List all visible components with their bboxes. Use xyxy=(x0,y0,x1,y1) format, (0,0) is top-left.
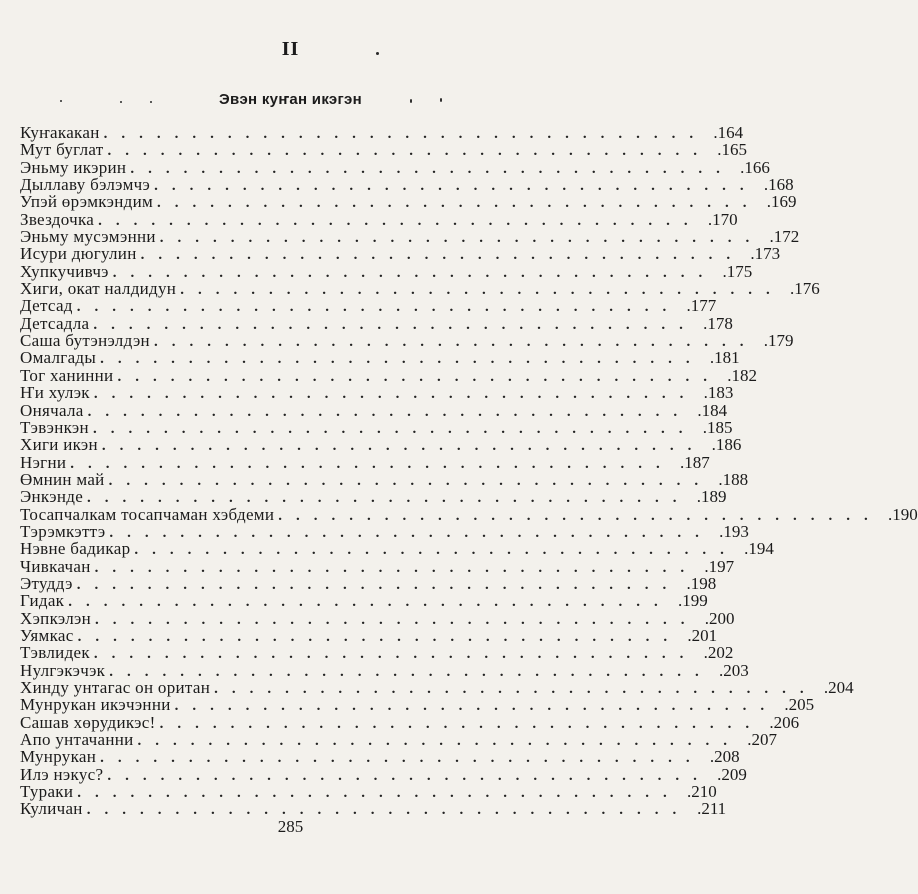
toc-entry-title: Илэ нэкус? xyxy=(20,764,104,784)
toc-entry-title: Куҥакакан xyxy=(20,123,100,142)
toc-entry-title: Омалгады xyxy=(20,348,97,368)
toc-entry xyxy=(20,348,740,368)
section-heading: Эвэн куҥан икэгэн xyxy=(218,91,363,108)
toc-entry-page: .188 xyxy=(718,469,749,489)
toc-entry-page: .185 xyxy=(702,417,733,437)
toc-entry xyxy=(20,591,708,611)
print-speck xyxy=(376,52,379,55)
toc-entry-title: Энкэнде xyxy=(20,487,84,507)
dot-leader: .................................. xyxy=(108,472,713,489)
toc-entry-title: Звездочка xyxy=(20,209,95,229)
toc-entry xyxy=(20,175,794,195)
toc-entry xyxy=(20,487,727,507)
toc-entry-page: .179 xyxy=(763,331,794,351)
dot-leader: .................................. xyxy=(100,750,704,767)
toc-entry-title: Тог ханинни xyxy=(20,365,114,385)
toc-entry xyxy=(20,764,747,784)
toc-entry-page: .208 xyxy=(709,747,740,767)
dot-leader: .................................. xyxy=(101,438,706,455)
toc-entry xyxy=(20,383,734,403)
toc-entry-page: .199 xyxy=(677,591,708,611)
toc-entry xyxy=(20,521,749,541)
toc-entry-page: .209 xyxy=(717,764,747,784)
dot-leader: .................................. xyxy=(107,767,711,784)
toc-entry-page: .203 xyxy=(718,660,749,680)
toc-entry xyxy=(20,643,734,663)
toc-entry-title: Упэй өрэмкэндим xyxy=(20,192,154,212)
toc-entry-title: Тураки xyxy=(20,782,74,802)
toc-entry-page: .184 xyxy=(697,400,728,420)
dot-leader: .................................. xyxy=(117,368,721,385)
toc-entry-page: .176 xyxy=(789,279,820,299)
toc-entry-title: Нэгни xyxy=(20,452,67,472)
toc-entry-title: Куличан xyxy=(20,799,83,819)
dot-leader: .................................. xyxy=(86,802,691,819)
toc-entry-title: Тэвэнкэн xyxy=(20,417,89,437)
toc-entry xyxy=(20,400,728,420)
dot-leader: .................................. xyxy=(154,178,758,195)
dot-leader: .................................. xyxy=(153,334,758,351)
toc-entry-title: Нулгэкэчэк xyxy=(20,660,106,680)
toc-entry-title: Сашав хөрудикэс! xyxy=(20,712,156,732)
toc-entry-page: .206 xyxy=(769,712,800,732)
toc-entry xyxy=(20,296,717,316)
toc-entry-page: .200 xyxy=(704,608,735,628)
toc-entry-title: Хиги, окат налдидун xyxy=(20,279,177,299)
dot-leader: .................................. xyxy=(76,576,681,593)
dot-leader: .................................. xyxy=(278,507,882,524)
dot-leader: .................................. xyxy=(70,455,674,472)
toc-entry-title: Этуддэ xyxy=(20,573,73,593)
dot-leader: .................................. xyxy=(159,715,764,732)
toc-entry-page: .173 xyxy=(750,244,781,264)
toc-entry-page: .205 xyxy=(784,695,815,715)
toc-entry-title: Исури дюгулин xyxy=(20,244,137,264)
dot-leader: .................................. xyxy=(98,212,702,229)
toc-entry-title: Нэвне бадикар xyxy=(20,539,131,559)
dot-leader: .................................. xyxy=(174,698,779,715)
toc-entry-title: Ҥи хулэк xyxy=(20,383,90,403)
toc-entry xyxy=(20,504,918,524)
toc-entry-title: Эньму мусэмэнни xyxy=(20,227,156,247)
toc-entry xyxy=(20,556,735,576)
toc-entry-page: .172 xyxy=(769,227,800,247)
dot-leader: .................................. xyxy=(103,126,708,142)
toc-entry-title: Дыллаву бэлэмчэ xyxy=(20,175,151,195)
toc-entry xyxy=(20,192,797,212)
toc-entry xyxy=(20,140,748,160)
toc-entry-title: Уямкас xyxy=(20,625,74,645)
toc-entry-title: Хэпкэлэн xyxy=(20,608,91,628)
toc-entry xyxy=(20,712,800,732)
toc-entry-title: Детсадла xyxy=(20,313,90,333)
dot-leader: .................................. xyxy=(93,646,698,663)
toc-entry-page: .210 xyxy=(687,782,717,802)
toc-entry-title: Мунрукан xyxy=(20,747,97,767)
dot-leader: .................................. xyxy=(107,143,712,160)
dot-leader: .................................. xyxy=(109,524,713,541)
toc-entry-page: .202 xyxy=(703,643,734,663)
toc-entry-title: Эньму икэрин xyxy=(20,157,127,177)
toc-entry xyxy=(20,417,733,437)
toc-entry-page: .211 xyxy=(697,799,727,819)
toc-entry xyxy=(20,279,820,299)
toc-entry xyxy=(20,157,770,177)
dot-leader: .................................. xyxy=(93,386,698,403)
dot-leader: .................................. xyxy=(94,559,699,576)
toc-entry-page: .182 xyxy=(727,365,757,385)
toc-entry-title: Детсад xyxy=(20,296,73,316)
toc-entry-page: .198 xyxy=(686,573,717,593)
toc-entry xyxy=(20,244,781,264)
toc-entry xyxy=(20,435,742,455)
toc-entry xyxy=(20,261,753,281)
toc-entry xyxy=(20,123,744,142)
toc-entry xyxy=(20,660,749,680)
dot-leader: .................................. xyxy=(180,282,784,299)
dot-leader: .................................. xyxy=(77,628,682,645)
dot-leader: .................................. xyxy=(112,264,717,281)
dot-leader: .................................. xyxy=(77,785,681,802)
toc-entry xyxy=(20,573,717,593)
toc-entry xyxy=(20,365,757,385)
toc-entry xyxy=(20,695,815,715)
dot-leader: .................................. xyxy=(100,351,704,368)
toc-entry xyxy=(20,539,774,559)
dot-leader: .................................. xyxy=(87,403,692,420)
toc-entry-title: Саша бутэнэлдэн xyxy=(20,331,150,351)
toc-entry-page: .194 xyxy=(744,539,774,559)
toc-entry xyxy=(20,209,738,229)
toc-entry xyxy=(20,799,727,819)
dot-leader: .................................. xyxy=(93,316,697,333)
page-number: 285 xyxy=(277,817,304,836)
toc-entry-title: Өмнин май xyxy=(20,469,105,489)
dot-leader: .................................. xyxy=(87,490,691,507)
toc-entry-page: .168 xyxy=(763,175,794,195)
toc-entry-page: .186 xyxy=(711,435,742,455)
toc-entry-page: .166 xyxy=(740,157,770,177)
toc-entry-title: Тосапчалкам тосапчаман хэбдеми xyxy=(20,504,275,524)
toc-entry xyxy=(20,313,733,333)
toc-entry-page: .193 xyxy=(719,521,749,541)
dot-leader: .................................. xyxy=(68,594,672,611)
toc-entry-title: Тэрэмкэттэ xyxy=(20,521,106,541)
toc-entry xyxy=(20,469,749,489)
toc-entry xyxy=(20,625,718,645)
toc-entry-page: .164 xyxy=(713,123,744,142)
toc-entry xyxy=(20,227,800,247)
toc-entry-title: Чивкачан xyxy=(20,556,91,576)
toc-entry-title: Хинду унтагас он оритан xyxy=(20,678,211,697)
toc-entry-page: .190 xyxy=(888,504,918,524)
toc-entry xyxy=(20,678,854,697)
toc-entry-title: Апо унтачанни xyxy=(20,730,134,750)
toc-entry xyxy=(20,608,735,628)
dot-leader: .................................. xyxy=(76,299,681,316)
dot-leader: .................................. xyxy=(214,681,818,697)
dot-leader: .................................. xyxy=(130,160,734,177)
toc-entry-page: .189 xyxy=(696,487,727,507)
toc-entry-page: .175 xyxy=(722,261,753,281)
toc-entry-title: Гидак xyxy=(20,591,65,611)
dot-leader: .................................. xyxy=(137,733,742,750)
toc-entry-page: .169 xyxy=(766,192,797,212)
dot-leader: .................................. xyxy=(109,663,713,680)
toc-entry-page: .204 xyxy=(823,678,854,697)
toc-entry-page: .170 xyxy=(707,209,738,229)
toc-entry-page: .201 xyxy=(687,625,718,645)
dot-leader: .................................. xyxy=(157,195,761,212)
toc-entry-title: Мут буглат xyxy=(20,140,104,160)
print-speck xyxy=(410,99,412,103)
toc-entry-title: Хиги икэн xyxy=(20,435,98,455)
toc-entry-title: Онячала xyxy=(20,400,84,420)
toc-entry-page: .197 xyxy=(704,556,735,576)
toc-entry xyxy=(20,747,740,767)
toc-entry-page: .207 xyxy=(747,730,778,750)
table-of-contents xyxy=(20,123,918,819)
dot-leader: .................................. xyxy=(92,420,697,437)
toc-entry-title: Тэвлидек xyxy=(20,643,90,663)
toc-entry-title: Мунрукан икэчэнни xyxy=(20,695,171,715)
toc-entry xyxy=(20,730,778,750)
section-number: II xyxy=(281,38,300,60)
print-speck xyxy=(120,101,122,103)
dot-leader: .................................. xyxy=(134,542,738,559)
toc-entry-page: .178 xyxy=(703,313,733,333)
toc-entry xyxy=(20,782,717,802)
print-speck xyxy=(440,98,442,102)
toc-entry-page: .177 xyxy=(686,296,717,316)
print-speck xyxy=(60,100,62,102)
dot-leader: .................................. xyxy=(94,611,699,628)
toc-entry xyxy=(20,452,710,472)
print-speck xyxy=(150,101,152,103)
toc-entry-page: .187 xyxy=(680,452,710,472)
toc-entry-page: .181 xyxy=(709,348,740,368)
toc-entry xyxy=(20,331,794,351)
toc-entry-page: .183 xyxy=(703,383,734,403)
toc-entry-title: Хупкучивчэ xyxy=(20,261,109,281)
dot-leader: .................................. xyxy=(159,230,764,247)
dot-leader: .................................. xyxy=(140,247,745,264)
toc-entry-page: .165 xyxy=(717,140,748,160)
